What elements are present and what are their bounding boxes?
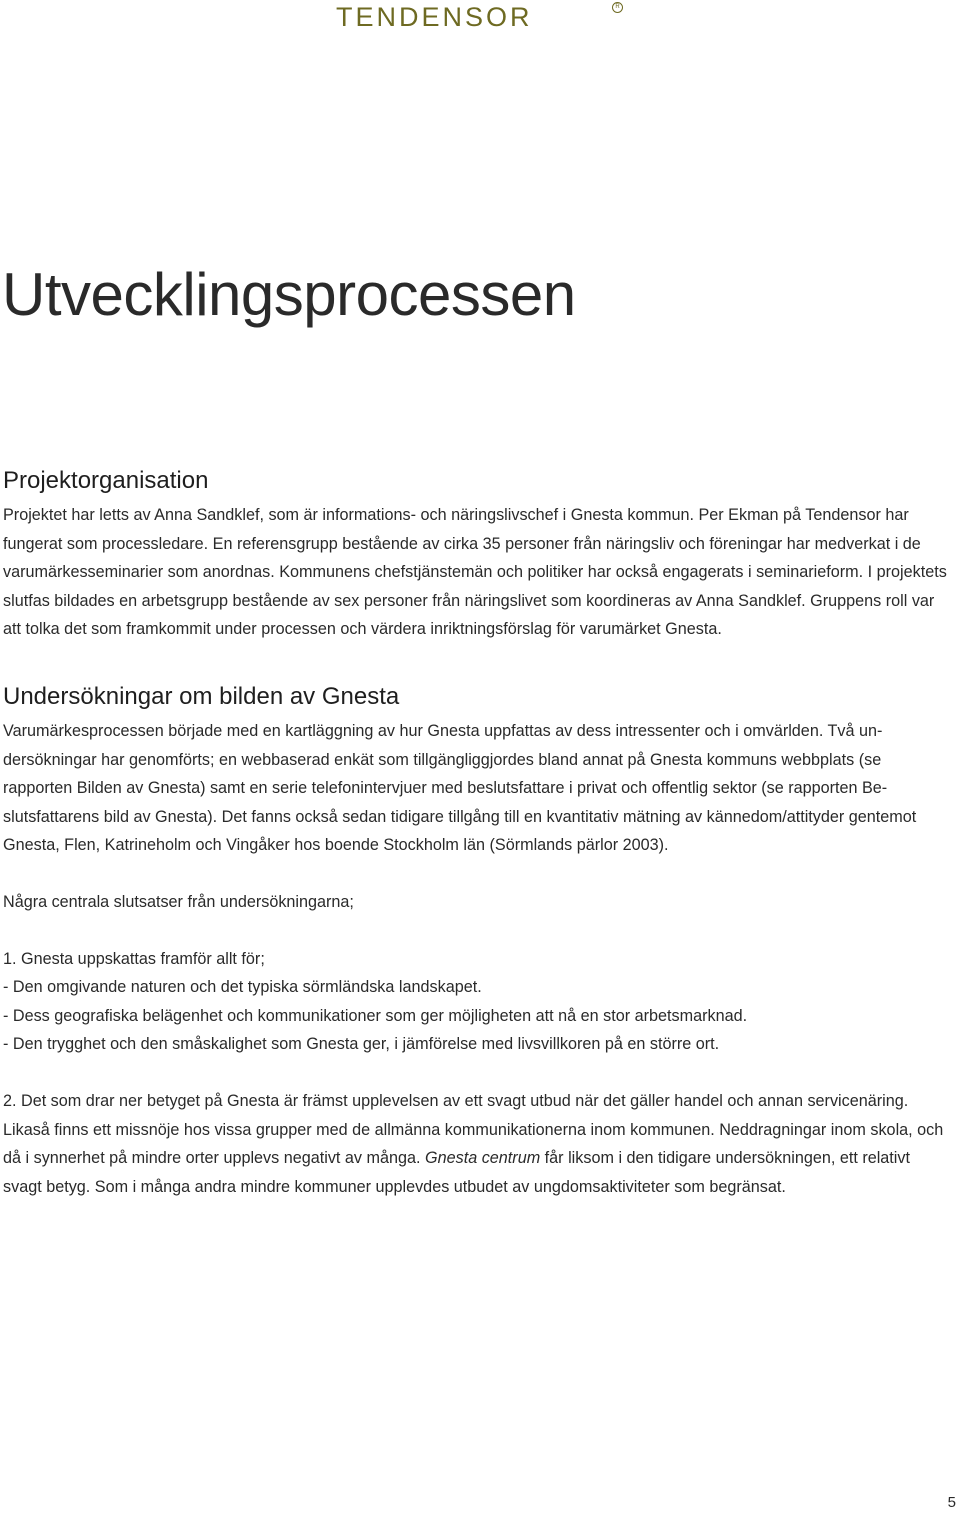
point2-text-before: 2. Det som drar ner betyget på Gnesta är främst upplevelsen av ett svagt utbud när det gäller handel och annan servicenäring. Likaså finns ett missnöje hos vissa grupper med de allmänna kommunikationerna inom kommunen. Neddragningar inom skola, och då i synnerhet på mindre orter upplevs negativt av många. (3, 1091, 944, 1168)
list-item: - Den trygghet och den småskalighet som Gnesta ger, i jämförelse med livsvillkoren på en större ort. (3, 1035, 720, 1054)
conclusion-point-2 (3, 1087, 953, 1201)
registered-mark-icon: R (612, 2, 623, 13)
paragraph-projektorganisation: Projektet har letts av Anna Sandklef, som är informations- och näringslivschef i Gnesta kommun. Per Ekman på Tendensor har fungerat som processledare. En referensgrupp bestående av cirka 35 personer från näringsliv och föreningar har medverkat i de varumärkesseminarier som anordnas. Kommunens chefstjänstemän och politiker har också engagerats i seminarieform. I projektets slutfas bildades en arbetsgrupp bestående av sex personer från näringslivet som koordineras av Anna Sandklef. Gruppens roll var att tolka det som framkommit under processen och värdera inriktningsförslag för varumärket Gnesta. (3, 506, 947, 639)
tendensor-logo (336, 2, 626, 32)
page-title: Utvecklingsprocessen (2, 261, 576, 328)
heading-undersokningar: Undersökningar om bilden av Gnesta (3, 682, 400, 710)
list-item: - Dess geografiska belägenhet och kommunikationer som ger möjligheten att nå en stor arbetsmarknad. (3, 1006, 748, 1025)
paragraph-undersokningar: Varumärkesprocessen började med en kartläggning av hur Gnesta uppfattas av dess intressenter och i omvärlden. Två undersökningar har genomförts; en webbaserad enkät som tillgängliggjordes bland annat på Gnesta kommuns webbplats (se rapporten Bilden av Gnesta) samt en serie telefonintervjuer med beslutsfattare i privat och offentlig sektor (se rapporten Beslutsfattarens bild av Gnesta). Det fanns också sedan tidigare tillgång till en kvantitativ mätning av kännedom/attityder gentemot Gnesta, Flen, Katrineholm och Vingåker hos boende Stockholm län (Sörmlands pärlor 2003). (3, 721, 917, 855)
point2-text-after: får liksom i den tidigare undersökningen, ett relativt svagt betyg. Som i många andra mindre kommuner upplevdes utbudet av ungdomsaktiviteter som begränsat. (3, 1149, 910, 1196)
logo-wordmark: TENDENSOR (336, 2, 533, 32)
document-body (3, 464, 953, 1201)
point2-italic-phrase: Gnesta centrum (425, 1149, 541, 1168)
list-item: - Den omgivande naturen och det typiska sörmländska landskapet. (3, 978, 482, 997)
heading-projektorganisation: Projektorganisation (3, 467, 209, 494)
page-number: 5 (947, 1494, 956, 1511)
conclusions-intro: Några centrala slutsatser från undersökningarna; (3, 892, 354, 911)
conclusion-point-1: 1. Gnesta uppskattas framför allt för; (3, 949, 265, 968)
